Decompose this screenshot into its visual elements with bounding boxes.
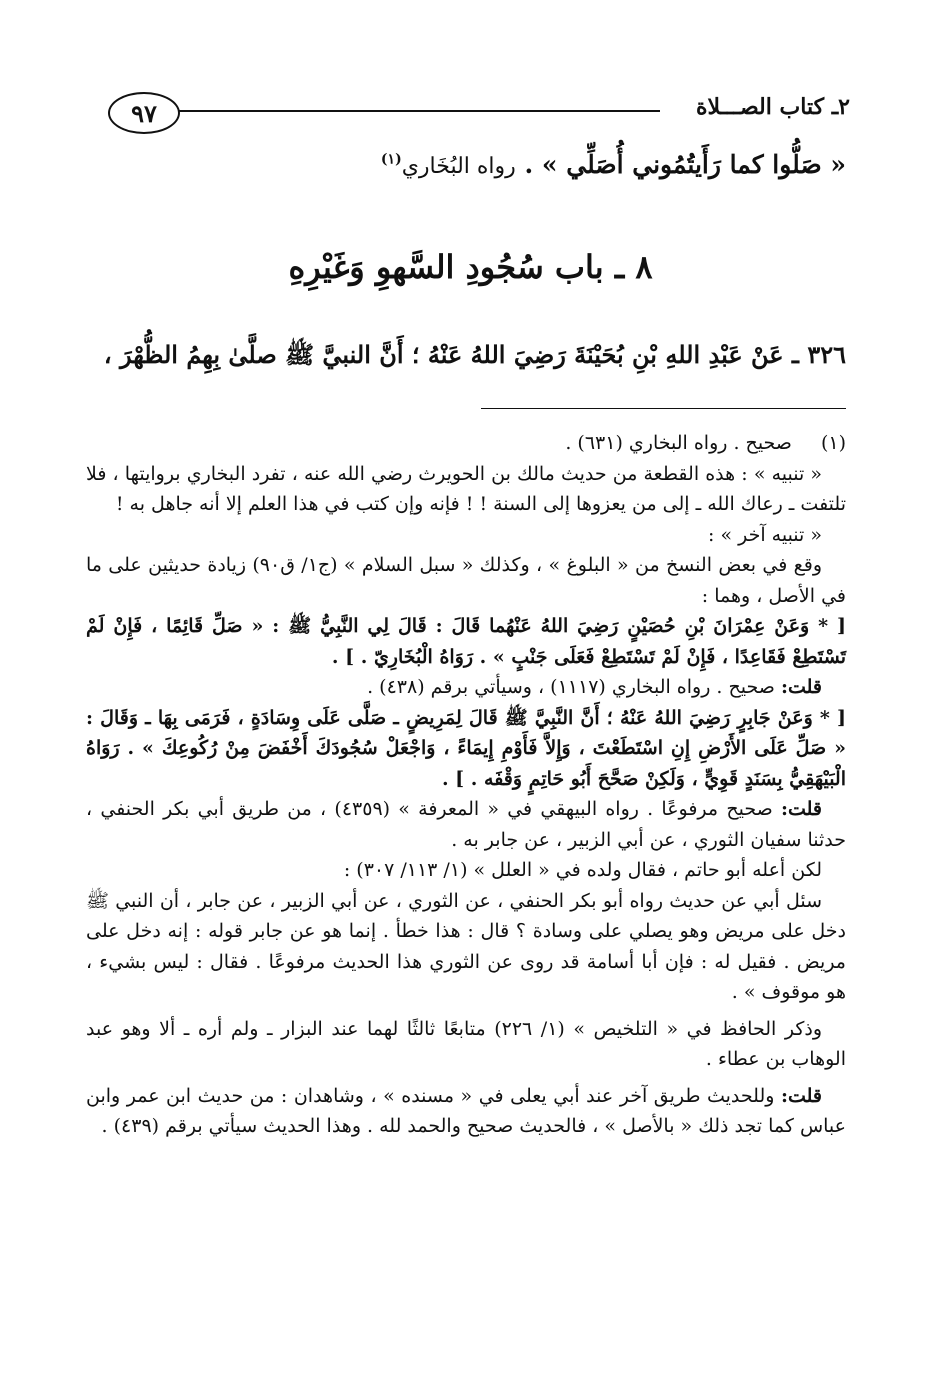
qult-label: قلت: (780, 676, 822, 698)
qult-2 (86, 794, 846, 855)
qult-1-text: صحيح . رواه البخاري (١١١٧) ، وسيأتي برقم (٤٣٨) . (367, 676, 775, 698)
footnote-1 (86, 428, 846, 459)
footnote-1-text: صحيح . رواه البخاري (٦٣١) . (565, 432, 792, 454)
qult-label: قلت: (780, 1084, 823, 1107)
chapter-title: ٨ ـ باب سُجُودِ السَّهوِ وَغَيْرِهِ (288, 248, 653, 286)
qult-2-text: صحيح مرفوعًا . رواه البيهقي في « المعرفة » (٤٣٥٩) ، من طريق أبي بكر الحنفي ، حدثنا سفيان الثوري ، عن أبي الزبير ، عن جابر به . (86, 798, 846, 851)
header-rule (178, 110, 660, 112)
hadith-imran: [ * وَعَنْ عِمْرَانَ بْنِ حُصَيْنٍ رَضِيَ اللهُ عَنْهُما قَالَ : قَالَ لِي النَّبِيُّ ﷺ : « صَلِّ قَائِمًا ، فَإِنْ لَمْ تَسْتَطِعْ فَقَاعِدًا ، فَإِنْ لَمْ تَسْتَطِعْ فَعَلَى جَنْبٍ » . رَوَاهُ الْبُخَارِيّ . ] . (86, 615, 846, 668)
footnote-marker: (١) (380, 151, 402, 168)
note-dhakara: وذكر الحافظ في « التلخيص » (١/ ٢٢٦) متابعًا ثالثًا لهما عند البزار ـ ولم أره ـ ألا وهو عبد الوهاب بن عطاء . (86, 1017, 846, 1070)
note-tanbih-akhar: « تنبيه آخر » : (708, 523, 822, 546)
hadith-326: ٣٢٦ ـ عَنْ عَبْدِ اللهِ بْنِ بُحَيْنَةَ رَضِيَ اللهُ عَنْهُ ؛ أَنَّ النبيَّ ﷺ صلَّىٰ بِهِمُ الظُّهْرَ ، (103, 340, 846, 369)
qult-3 (86, 1081, 846, 1142)
hadith-source: رواه البُخَاري (401, 154, 516, 179)
page-number: ٩٧ (108, 92, 180, 134)
running-head: ٢ـ كتاب الصـــلاة (695, 94, 850, 120)
hadith-continuation (86, 150, 846, 179)
qult-1 (86, 672, 846, 703)
note-suila: سئل أبي عن حديث رواه أبو بكر الحنفي ، عن الثوري ، عن أبي الزبير ، عن جابر ، أن النبي ﷺ دخل على مريض وهو يصلي على وسادة ؟ قال : هذا خطأ . إنما هو عن جابر قوله : إنه دخل على مريض . فقيل له : فإن أبا أسامة قد روى عن الثوري هذا الحديث مرفوعًا . فقال : ليس بشيء ، هو موقوف » . (86, 889, 846, 1003)
hadith-quote: « صَلُّوا كما رَأَيتُمُوني أُصَلِّي » . (524, 150, 846, 179)
footnote-rule (481, 408, 846, 409)
qult-label: قلت: (780, 798, 823, 820)
note-tanbih: « تنبيه » : هذه القطعة من حديث مالك بن الحويرث رضي الله عنه ، تفرد البخاري بروايتها ، فلا تلتفت ـ رعاك الله ـ إلى من يعزوها إلى السنة ! ! فإنه وإن كتب في هذا العلم إلا أنه جاهل به ! (86, 462, 846, 515)
hadith-jabir: [ * وَعَنْ جَابِرٍ رَضِيَ اللهُ عَنْهُ ؛ أَنَّ النَّبِيَّ ﷺ قَالَ لِمَرِيضٍ ـ صَلَّى عَلَى وِسَادَةٍ ، فَرَمَى بِهَا ـ وَقَالَ : « صَلِّ عَلَى الأَرْضِ إِنِ اسْتَطَعْتَ ، وَإِلاَّ فَأَوْمِ إِيمَاءً ، وَاجْعَلْ سُجُودَكَ أَخْفَضَ مِنْ رُكُوعِكَ » . رَوَاهُ الْبَيْهَقِيُّ بِسَنَدٍ قَوِيٍّ ، وَلَكِنْ صَحَّحَ أَبُو حَاتِمٍ وَقْفَه . ] . (86, 706, 846, 790)
footnote-number: (١) (820, 432, 846, 454)
note-lakin: لكن أعله أبو حاتم ، فقال ولده في « العلل » (١/ ١١٣/ ٣٠٧) : (343, 859, 822, 881)
footnotes (86, 428, 846, 1142)
note-waqa: وقع في بعض النسخ من « البلوغ » ، وكذلك « سبل السلام » (ج١/ ق٩٠) زيادة حديثين على ما في الأصل ، وهما : (86, 554, 846, 607)
qult-3-text: وللحديث طريق آخر عند أبي يعلى في « مسنده » ، وشاهدان : من حديث ابن عمر وابن عباس كما تجد ذلك « بالأصل » ، فالحديث صحيح والحمد لله . وهذا الحديث سيأتي برقم (٤٣٩) . (86, 1084, 846, 1137)
page-header (100, 82, 850, 142)
